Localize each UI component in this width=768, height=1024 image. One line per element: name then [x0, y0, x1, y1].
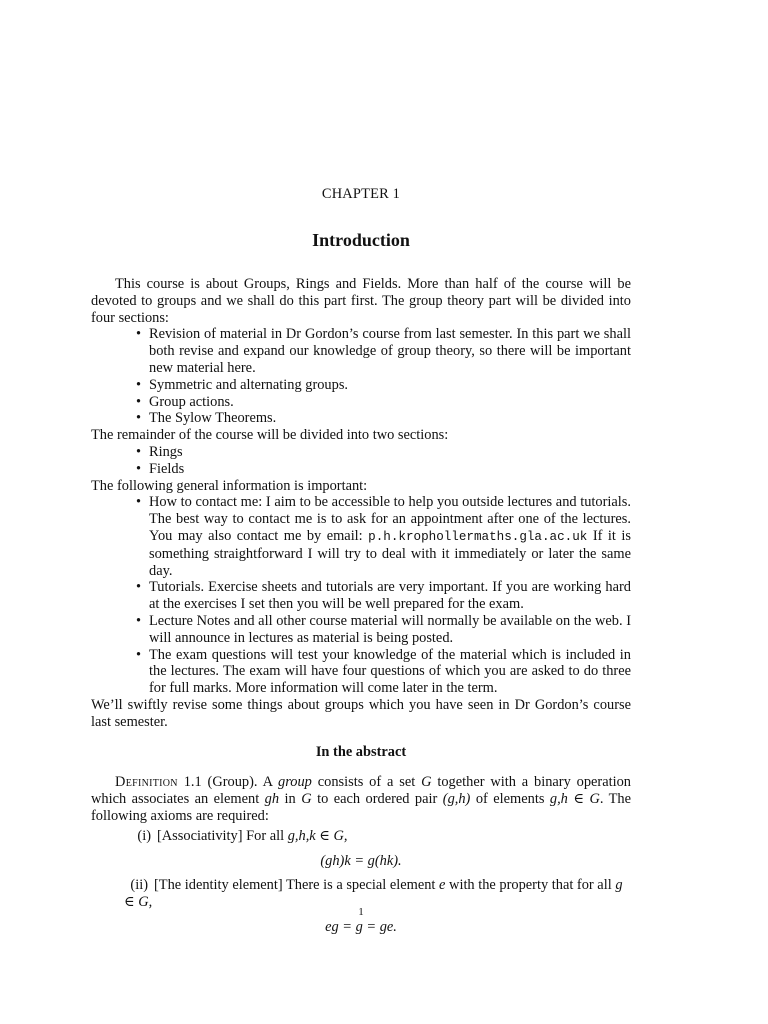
email-address[interactable]: p.h.krophollermaths.gla.ac.uk [368, 529, 588, 544]
math-symbol: G [421, 774, 432, 791]
exam-item: • The exam questions will test your knowledge of the material which is included in the lectures. The exam will have four questions of which you are asked to do three for full marks. More information will come later in the term. [149, 647, 631, 697]
contact-text: How to contact me: I aim to be accessible to help you outside lectures and tutorials. The best way to contact me is to ask for an appointment after one of the lectures. You may also contact me by email: [149, 494, 631, 544]
definition-text: A [262, 774, 273, 791]
document-body [91, 276, 631, 936]
definition-number: 1.1 [183, 774, 202, 791]
math-symbol: (g,h) [442, 791, 471, 808]
revise-paragraph: We’ll swiftly revise some things about groups which you have seen in Dr Gordon’s course last semester. [91, 696, 631, 730]
chapter-label: CHAPTER 1 [321, 186, 401, 202]
definition-text: . The following axioms are required: [91, 791, 632, 824]
general-info-list [91, 494, 631, 697]
definition-name: (Group). [207, 774, 258, 791]
contact-text-after: If it is something straightforward I will try to deal with it immediately or later the same day. [149, 527, 631, 579]
axiom-number: (ii) [130, 877, 148, 894]
math-symbol: e [439, 877, 446, 894]
remainder-sections-list [91, 444, 631, 478]
definition-paragraph [91, 774, 631, 824]
display-equation: eg = g = ge. [325, 918, 397, 935]
page-number: 1 [358, 906, 364, 918]
definition-term: group [278, 774, 312, 791]
contact-item [149, 494, 631, 579]
document-page [91, 0, 631, 1024]
list-item: • The Sylow Theorems. [149, 410, 631, 427]
math-symbol: g ∈ G, [124, 877, 623, 911]
section-heading: In the abstract [315, 743, 407, 760]
definition-text: to each ordered pair [317, 791, 438, 808]
list-item: • Rings [149, 444, 631, 461]
remainder-intro: The remainder of the course will be divided into two sections: [91, 427, 449, 444]
definition-text: of elements [475, 791, 545, 808]
math-symbol: gh [264, 791, 280, 808]
math-symbol: g,h ∈ G [549, 791, 600, 808]
definition-text: in [284, 791, 296, 808]
definition-text: together with a binary operation which associates an element [91, 774, 631, 808]
list-item: • Group actions. [149, 394, 631, 411]
axiom-label: [The identity element] There is a special element [154, 877, 436, 894]
lecture-notes-item: • Lecture Notes and all other course material will normally be available on the web. I will announce in lectures as material is being posted. [149, 613, 631, 647]
list-item: • Fields [149, 461, 631, 478]
intro-paragraph: This course is about Groups, Rings and Fields. More than half of the course will be devoted to groups and we shall do this part first. The group theory part will be divided into four sections: [91, 276, 631, 326]
general-info-intro: The following general information is important: [91, 477, 368, 494]
chapter-title: Introduction [312, 230, 410, 250]
axiom-number: (i) [137, 827, 151, 844]
display-equation: (gh)k = g(hk). [320, 852, 402, 869]
axiom-label: [Associativity] For all [157, 827, 285, 844]
math-symbol: G [301, 791, 312, 808]
axiom-label: with the property that for all [449, 877, 612, 894]
definition-text: consists of a set [317, 774, 416, 791]
list-item: • Revision of material in Dr Gordon’s course from last semester. In this part we shall both revise and expand our knowledge of group theory, so there will be important new material here. [149, 326, 631, 376]
definition-label: Definition [115, 774, 178, 791]
axiom-associativity [91, 828, 631, 845]
list-item: • Symmetric and alternating groups. [149, 377, 631, 394]
group-sections-list [91, 326, 631, 427]
tutorials-item: • Tutorials. Exercise sheets and tutorials are very important. If you are working hard at the exercises I set then you will be well prepared for the exam. [149, 579, 631, 613]
math-symbol: g,h,k ∈ G, [287, 827, 348, 844]
